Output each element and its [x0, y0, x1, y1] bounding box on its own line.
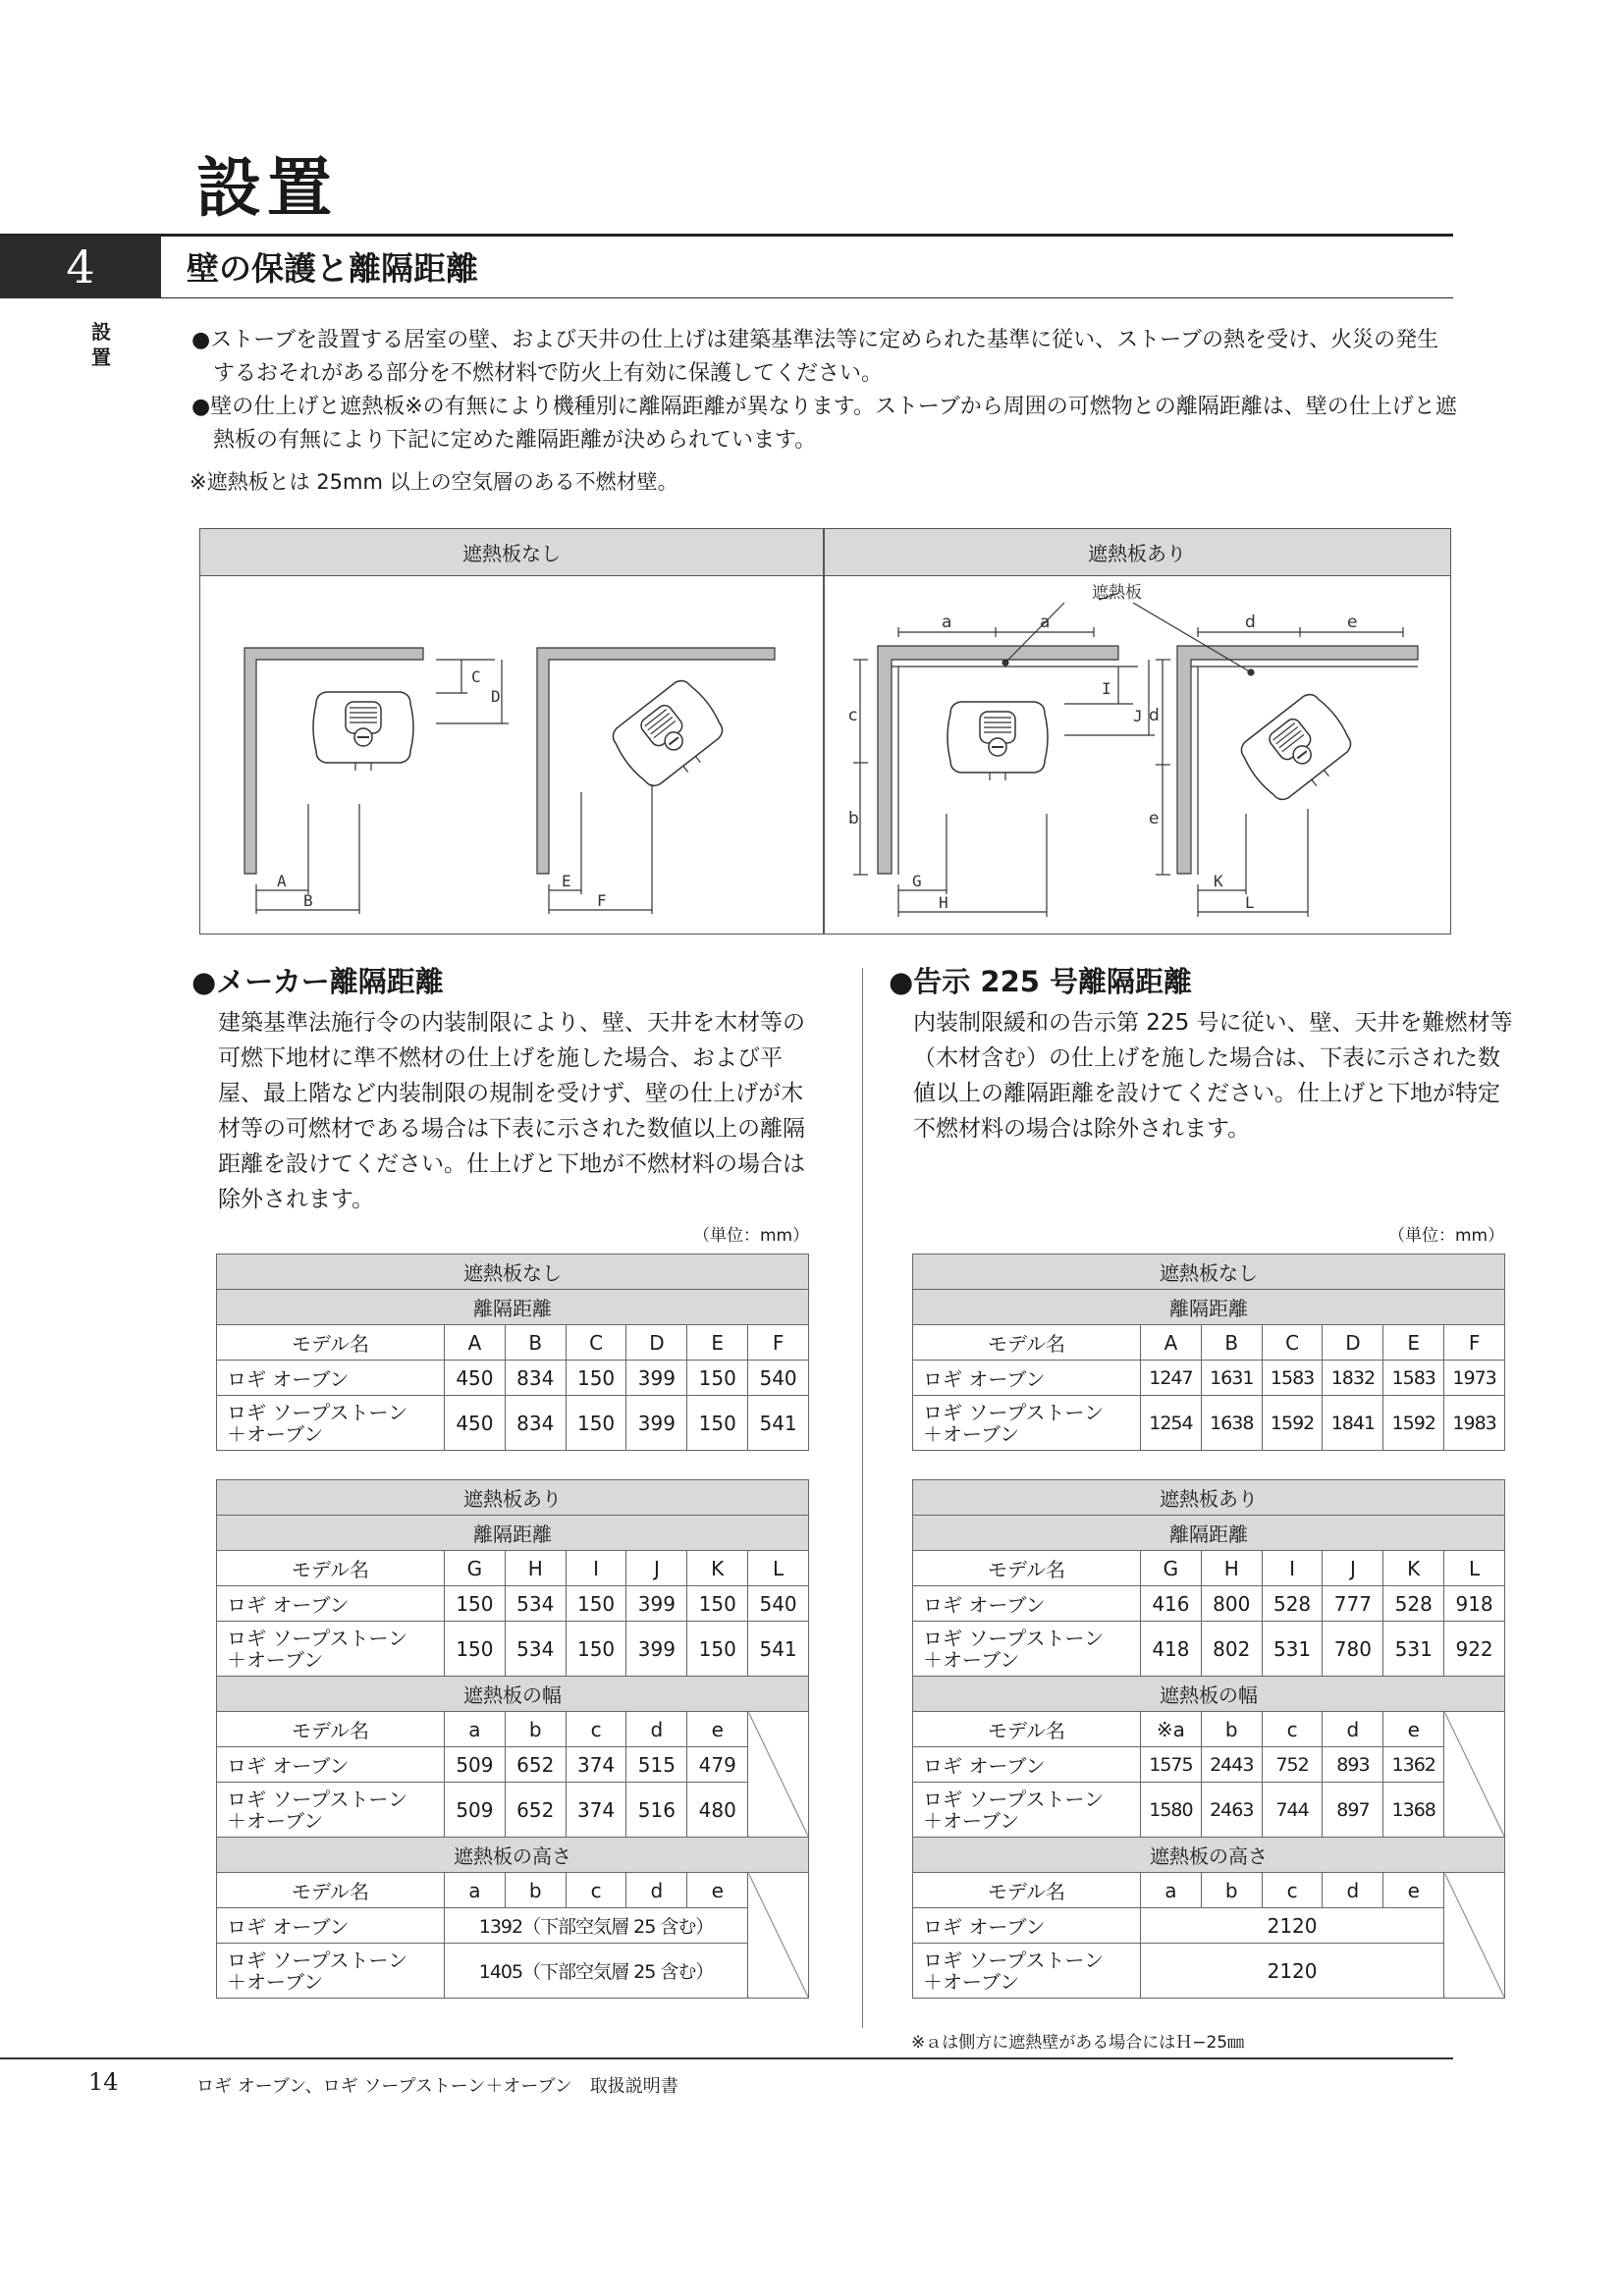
dim-label: B [303, 891, 313, 910]
column-header: G [445, 1551, 506, 1586]
table-subtitle: 遮熱板の幅 [913, 1677, 1505, 1712]
section-number-box [0, 236, 161, 298]
dim-label: b [848, 809, 859, 828]
table-cell: 752 [1262, 1747, 1323, 1783]
table-cell: 780 [1323, 1622, 1383, 1677]
table-subtitle: 遮熱板の幅 [217, 1677, 809, 1712]
table-cell: 1583 [1383, 1361, 1444, 1396]
table-cell: 2463 [1201, 1783, 1262, 1838]
column-header: F [1444, 1325, 1505, 1361]
dim-label: L [1245, 893, 1255, 912]
column-header: E [1383, 1325, 1444, 1361]
table-cell: 534 [505, 1586, 566, 1622]
table-title: 遮熱板あり [913, 1480, 1505, 1516]
stove-icon [607, 674, 734, 798]
table-cell: 416 [1141, 1586, 1202, 1622]
table-cell: 1983 [1444, 1396, 1505, 1451]
column-header: I [1262, 1551, 1323, 1586]
table-cell: 800 [1201, 1586, 1262, 1622]
table-cell: 150 [566, 1396, 626, 1451]
table-cell: 918 [1444, 1586, 1505, 1622]
section-bottom-rule [161, 297, 1453, 298]
intro-paragraph-2: ●壁の仕上げと遮熱板※の有無により機種別に離隔距離が異なります。ストーブから周囲の可燃物との離隔距離は、壁の仕上げと遮熱板の有無により下記に定めた離隔距離が決められています。 [191, 395, 1457, 453]
table-cell: 540 [748, 1586, 809, 1622]
table-cell: 802 [1201, 1622, 1262, 1677]
table-cell: 515 [626, 1747, 687, 1783]
table-cell: 418 [1141, 1622, 1202, 1677]
stove-icon [947, 702, 1048, 780]
table-cell: 1362 [1383, 1747, 1444, 1783]
dim-label: G [912, 872, 922, 890]
table-cell: 399 [626, 1361, 687, 1396]
column-header: C [1262, 1325, 1323, 1361]
diagram-header-with-shield: 遮熱板あり [824, 529, 1450, 576]
dim-label: D [491, 687, 501, 706]
table-cell: 479 [687, 1747, 748, 1783]
table-cell: 922 [1444, 1622, 1505, 1677]
model-name: ロギ オーブン [217, 1586, 445, 1622]
table-cell: 2120 [1141, 1944, 1444, 1999]
table-cell: 744 [1262, 1783, 1323, 1838]
column-header: e [1383, 1712, 1444, 1747]
model-name-line: ＋オーブン [227, 1647, 324, 1672]
diagram-header-no-shield: 遮熱板なし [200, 529, 823, 576]
table-cell: 399 [626, 1622, 687, 1677]
column-header: H [505, 1551, 566, 1586]
model-label: モデル名 [913, 1325, 1141, 1361]
model-name-line: ＋オーブン [227, 1808, 324, 1833]
table-cell: 1973 [1444, 1361, 1505, 1396]
model-name-line: ＋オーブン [923, 1808, 1020, 1833]
maker-table-with-shield [216, 1479, 809, 1999]
footer-rule [0, 2057, 1453, 2059]
table-cell: 516 [626, 1783, 687, 1838]
clearance-diagram [199, 528, 1451, 934]
model-label: モデル名 [913, 1551, 1141, 1586]
dim-label: H [939, 893, 948, 912]
column-header: c [1262, 1873, 1323, 1908]
column-header: G [1141, 1551, 1202, 1586]
table-cell: 777 [1323, 1586, 1383, 1622]
section-number: 4 [66, 240, 95, 294]
column-header: d [626, 1712, 687, 1747]
dim-label: J [1133, 707, 1143, 725]
section-top-rule [0, 234, 1453, 237]
model-name: ロギ オーブン [913, 1586, 1141, 1622]
dim-label: F [597, 891, 607, 910]
notice-table-no-shield [912, 1254, 1505, 1451]
column-header: C [566, 1325, 626, 1361]
table-cell: 1405（下部空気層 25 含む） [445, 1944, 748, 1999]
intro-note: ※遮熱板とは 25mm 以上の空気層のある不燃材壁。 [189, 470, 678, 494]
table-cell: 509 [445, 1747, 506, 1783]
model-name-line: ロギ ソープストーン [227, 1400, 408, 1424]
column-header: e [1383, 1873, 1444, 1908]
model-name [217, 1944, 445, 1999]
table-cell: 150 [687, 1361, 748, 1396]
table-cell: 374 [566, 1747, 626, 1783]
dim-label: a [1040, 613, 1051, 632]
column-header: F [748, 1325, 809, 1361]
table-cell: 509 [445, 1783, 506, 1838]
empty-cell [748, 1712, 809, 1838]
intro-paragraphs [191, 324, 1458, 499]
table-cell: 1583 [1262, 1361, 1323, 1396]
table-cell: 374 [566, 1783, 626, 1838]
column-header: e [687, 1712, 748, 1747]
table-cell: 1592 [1262, 1396, 1323, 1451]
column-header: b [505, 1873, 566, 1908]
empty-cell [1444, 1712, 1505, 1838]
table-cell: 1247 [1141, 1361, 1202, 1396]
table-cell: 1254 [1141, 1396, 1202, 1451]
table-cell: 652 [505, 1783, 566, 1838]
table-cell: 531 [1262, 1622, 1323, 1677]
column-header: b [1201, 1873, 1262, 1908]
column-header: B [505, 1325, 566, 1361]
table-title: 遮熱板なし [913, 1255, 1505, 1290]
column-header: L [1444, 1551, 1505, 1586]
section-title: 壁の保護と離隔距離 [187, 249, 478, 288]
model-label: モデル名 [913, 1712, 1141, 1747]
table-cell: 1392（下部空気層 25 含む） [445, 1908, 748, 1944]
model-name [913, 1783, 1141, 1838]
model-name: ロギ オーブン [217, 1747, 445, 1783]
empty-cell [1444, 1873, 1505, 1999]
table-cell: 528 [1262, 1586, 1323, 1622]
table-cell: 1368 [1383, 1783, 1444, 1838]
dim-label: a [942, 613, 952, 632]
column-header: D [626, 1325, 687, 1361]
table-cell: 480 [687, 1783, 748, 1838]
clearance-drawings [200, 529, 1449, 934]
dim-label: C [471, 667, 481, 686]
dim-label: I [1102, 679, 1111, 698]
stove-icon [313, 692, 413, 771]
column-header: d [1323, 1873, 1383, 1908]
model-name [913, 1622, 1141, 1677]
stove-icon [1235, 688, 1363, 812]
model-label: モデル名 [217, 1551, 445, 1586]
table-cell: 1580 [1141, 1783, 1202, 1838]
column-header: e [687, 1873, 748, 1908]
table-cell: 150 [687, 1396, 748, 1451]
dim-label: E [562, 872, 571, 890]
column-header: d [626, 1873, 687, 1908]
column-header: c [1262, 1712, 1323, 1747]
column-header: B [1201, 1325, 1262, 1361]
notice-heading: ●告示 225 号離隔距離 [889, 965, 1193, 998]
table-cell: 150 [445, 1622, 506, 1677]
table-cell: 528 [1383, 1586, 1444, 1622]
table-cell: 1592 [1383, 1396, 1444, 1451]
column-header: a [445, 1712, 506, 1747]
model-name-line: ロギ ソープストーン [923, 1626, 1105, 1650]
table-cell: 150 [566, 1586, 626, 1622]
dim-label: K [1214, 872, 1223, 890]
table-cell: 1832 [1323, 1361, 1383, 1396]
shield-label: 遮熱板 [1092, 583, 1142, 603]
table-cell: 531 [1383, 1622, 1444, 1677]
dim-label: e [1149, 809, 1160, 828]
table-subtitle: 離隔距離 [217, 1290, 809, 1325]
model-name-line: ロギ ソープストーン [923, 1400, 1105, 1424]
model-name-line: ロギ ソープストーン [923, 1948, 1105, 1972]
table-cell: 1575 [1141, 1747, 1202, 1783]
maker-table-no-shield [216, 1254, 809, 1451]
empty-cell [748, 1873, 809, 1999]
table-subtitle: 離隔距離 [217, 1516, 809, 1551]
model-name: ロギ オーブン [913, 1361, 1141, 1396]
column-header: K [1383, 1551, 1444, 1586]
column-header: E [687, 1325, 748, 1361]
table-title: 遮熱板なし [217, 1255, 809, 1290]
table-cell: 399 [626, 1586, 687, 1622]
model-name-line: ロギ ソープストーン [227, 1626, 408, 1650]
column-divider [862, 968, 863, 2028]
model-label: モデル名 [217, 1325, 445, 1361]
model-name-line: ロギ ソープストーン [227, 1787, 408, 1811]
table-cell: 150 [566, 1361, 626, 1396]
table-subtitle: 離隔距離 [913, 1516, 1505, 1551]
table-cell: 534 [505, 1622, 566, 1677]
table-cell: 1631 [1201, 1361, 1262, 1396]
model-name-line: ＋オーブン [923, 1969, 1020, 1994]
column-header: b [505, 1712, 566, 1747]
side-tab-char: 置 [91, 346, 111, 369]
page-number: 14 [88, 2068, 119, 2096]
table-cell: 652 [505, 1747, 566, 1783]
table-cell: 2120 [1141, 1908, 1444, 1944]
model-name [217, 1396, 445, 1451]
column-header: K [687, 1551, 748, 1586]
column-header: A [1141, 1325, 1202, 1361]
column-header: a [445, 1873, 506, 1908]
model-name: ロギ オーブン [913, 1908, 1141, 1944]
intro-paragraph-1: ●ストーブを設置する居室の壁、および天井の仕上げは建築基準法等に定められた基準に従い、ストーブの熱を受け、火災の発生するおそれがある部分を不燃材料で防火上有効に保護してください。 [191, 328, 1439, 386]
model-name-line: ＋オーブン [923, 1421, 1020, 1446]
table-cell: 893 [1323, 1747, 1383, 1783]
dim-label: e [1347, 613, 1358, 632]
model-label: モデル名 [913, 1873, 1141, 1908]
table-cell: 897 [1323, 1783, 1383, 1838]
table-cell: 399 [626, 1396, 687, 1451]
table-cell: 834 [505, 1396, 566, 1451]
column-header: d [1323, 1712, 1383, 1747]
model-name-line: ＋オーブン [227, 1421, 324, 1446]
model-label: モデル名 [217, 1712, 445, 1747]
dim-label: d [1245, 613, 1256, 632]
page-title: 設置 [196, 149, 338, 226]
column-header: ※a [1141, 1712, 1202, 1747]
maker-heading: ●メーカー離隔距離 [191, 965, 444, 998]
column-header: I [566, 1551, 626, 1586]
model-name-line: ＋オーブン [227, 1969, 324, 1994]
footer-text: ロギ オーブン、ロギ ソープストーン＋オーブン 取扱説明書 [196, 2076, 678, 2097]
model-name-line: ロギ ソープストーン [227, 1948, 408, 1972]
column-header: c [566, 1873, 626, 1908]
column-header: L [748, 1551, 809, 1586]
model-label: モデル名 [217, 1873, 445, 1908]
notice-table-with-shield [912, 1479, 1505, 1999]
maker-body: 建築基準法施行令の内装制限により、壁、天井を木材等の可燃下地材に準不燃材の仕上げを施した場合、および平屋、最上階など内装制限の規制を受けず、壁の仕上げが木材等の可燃材である場合は下表に示された数値以上の離隔距離を設けてください。仕上げと下地が不燃材料の場合は除外されます。 [218, 1010, 805, 1212]
table-title: 遮熱板あり [217, 1480, 809, 1516]
dim-label: d [1149, 706, 1160, 725]
table-subtitle: 遮熱板の高さ [913, 1838, 1505, 1873]
table-cell: 834 [505, 1361, 566, 1396]
notice-body: 内装制限緩和の告示第 225 号に従い、壁、天井を難燃材等（木材含む）の仕上げを施した場合は、下表に示された数値以上の離隔距離を設けてください。仕上げと下地が特定不燃材料の場合は除外されます。 [913, 1010, 1513, 1142]
table-cell: 541 [748, 1396, 809, 1451]
table-cell: 150 [445, 1586, 506, 1622]
table-cell: 150 [566, 1622, 626, 1677]
dim-label: A [277, 872, 287, 890]
model-name: ロギ オーブン [217, 1361, 445, 1396]
footnote: ※ａは側方に遮熱壁がある場合にはＨ−25㎜ [911, 2033, 1245, 2053]
column-header: a [1141, 1873, 1202, 1908]
table-cell: 2443 [1201, 1747, 1262, 1783]
dim-label: c [848, 706, 858, 725]
maker-unit: （単位：mm） [693, 1226, 810, 1246]
column-header: J [1323, 1551, 1383, 1586]
column-header: A [445, 1325, 506, 1361]
table-subtitle: 遮熱板の高さ [217, 1838, 809, 1873]
notice-unit: （単位：mm） [1388, 1226, 1505, 1246]
model-name [913, 1396, 1141, 1451]
column-header: c [566, 1712, 626, 1747]
model-name: ロギ オーブン [913, 1747, 1141, 1783]
table-cell: 150 [687, 1622, 748, 1677]
model-name [217, 1783, 445, 1838]
model-name-line: ＋オーブン [923, 1647, 1020, 1672]
column-header: H [1201, 1551, 1262, 1586]
table-cell: 1841 [1323, 1396, 1383, 1451]
table-cell: 450 [445, 1361, 506, 1396]
column-header: b [1201, 1712, 1262, 1747]
table-cell: 541 [748, 1622, 809, 1677]
model-name-line: ロギ ソープストーン [923, 1787, 1105, 1811]
column-header: J [626, 1551, 687, 1586]
table-cell: 540 [748, 1361, 809, 1396]
table-cell: 1638 [1201, 1396, 1262, 1451]
model-name [217, 1622, 445, 1677]
column-header: D [1323, 1325, 1383, 1361]
side-tab-char: 設 [91, 320, 111, 344]
table-cell: 450 [445, 1396, 506, 1451]
model-name [913, 1944, 1141, 1999]
model-name: ロギ オーブン [217, 1908, 445, 1944]
side-tab [88, 319, 114, 370]
table-subtitle: 離隔距離 [913, 1290, 1505, 1325]
table-cell: 150 [687, 1586, 748, 1622]
